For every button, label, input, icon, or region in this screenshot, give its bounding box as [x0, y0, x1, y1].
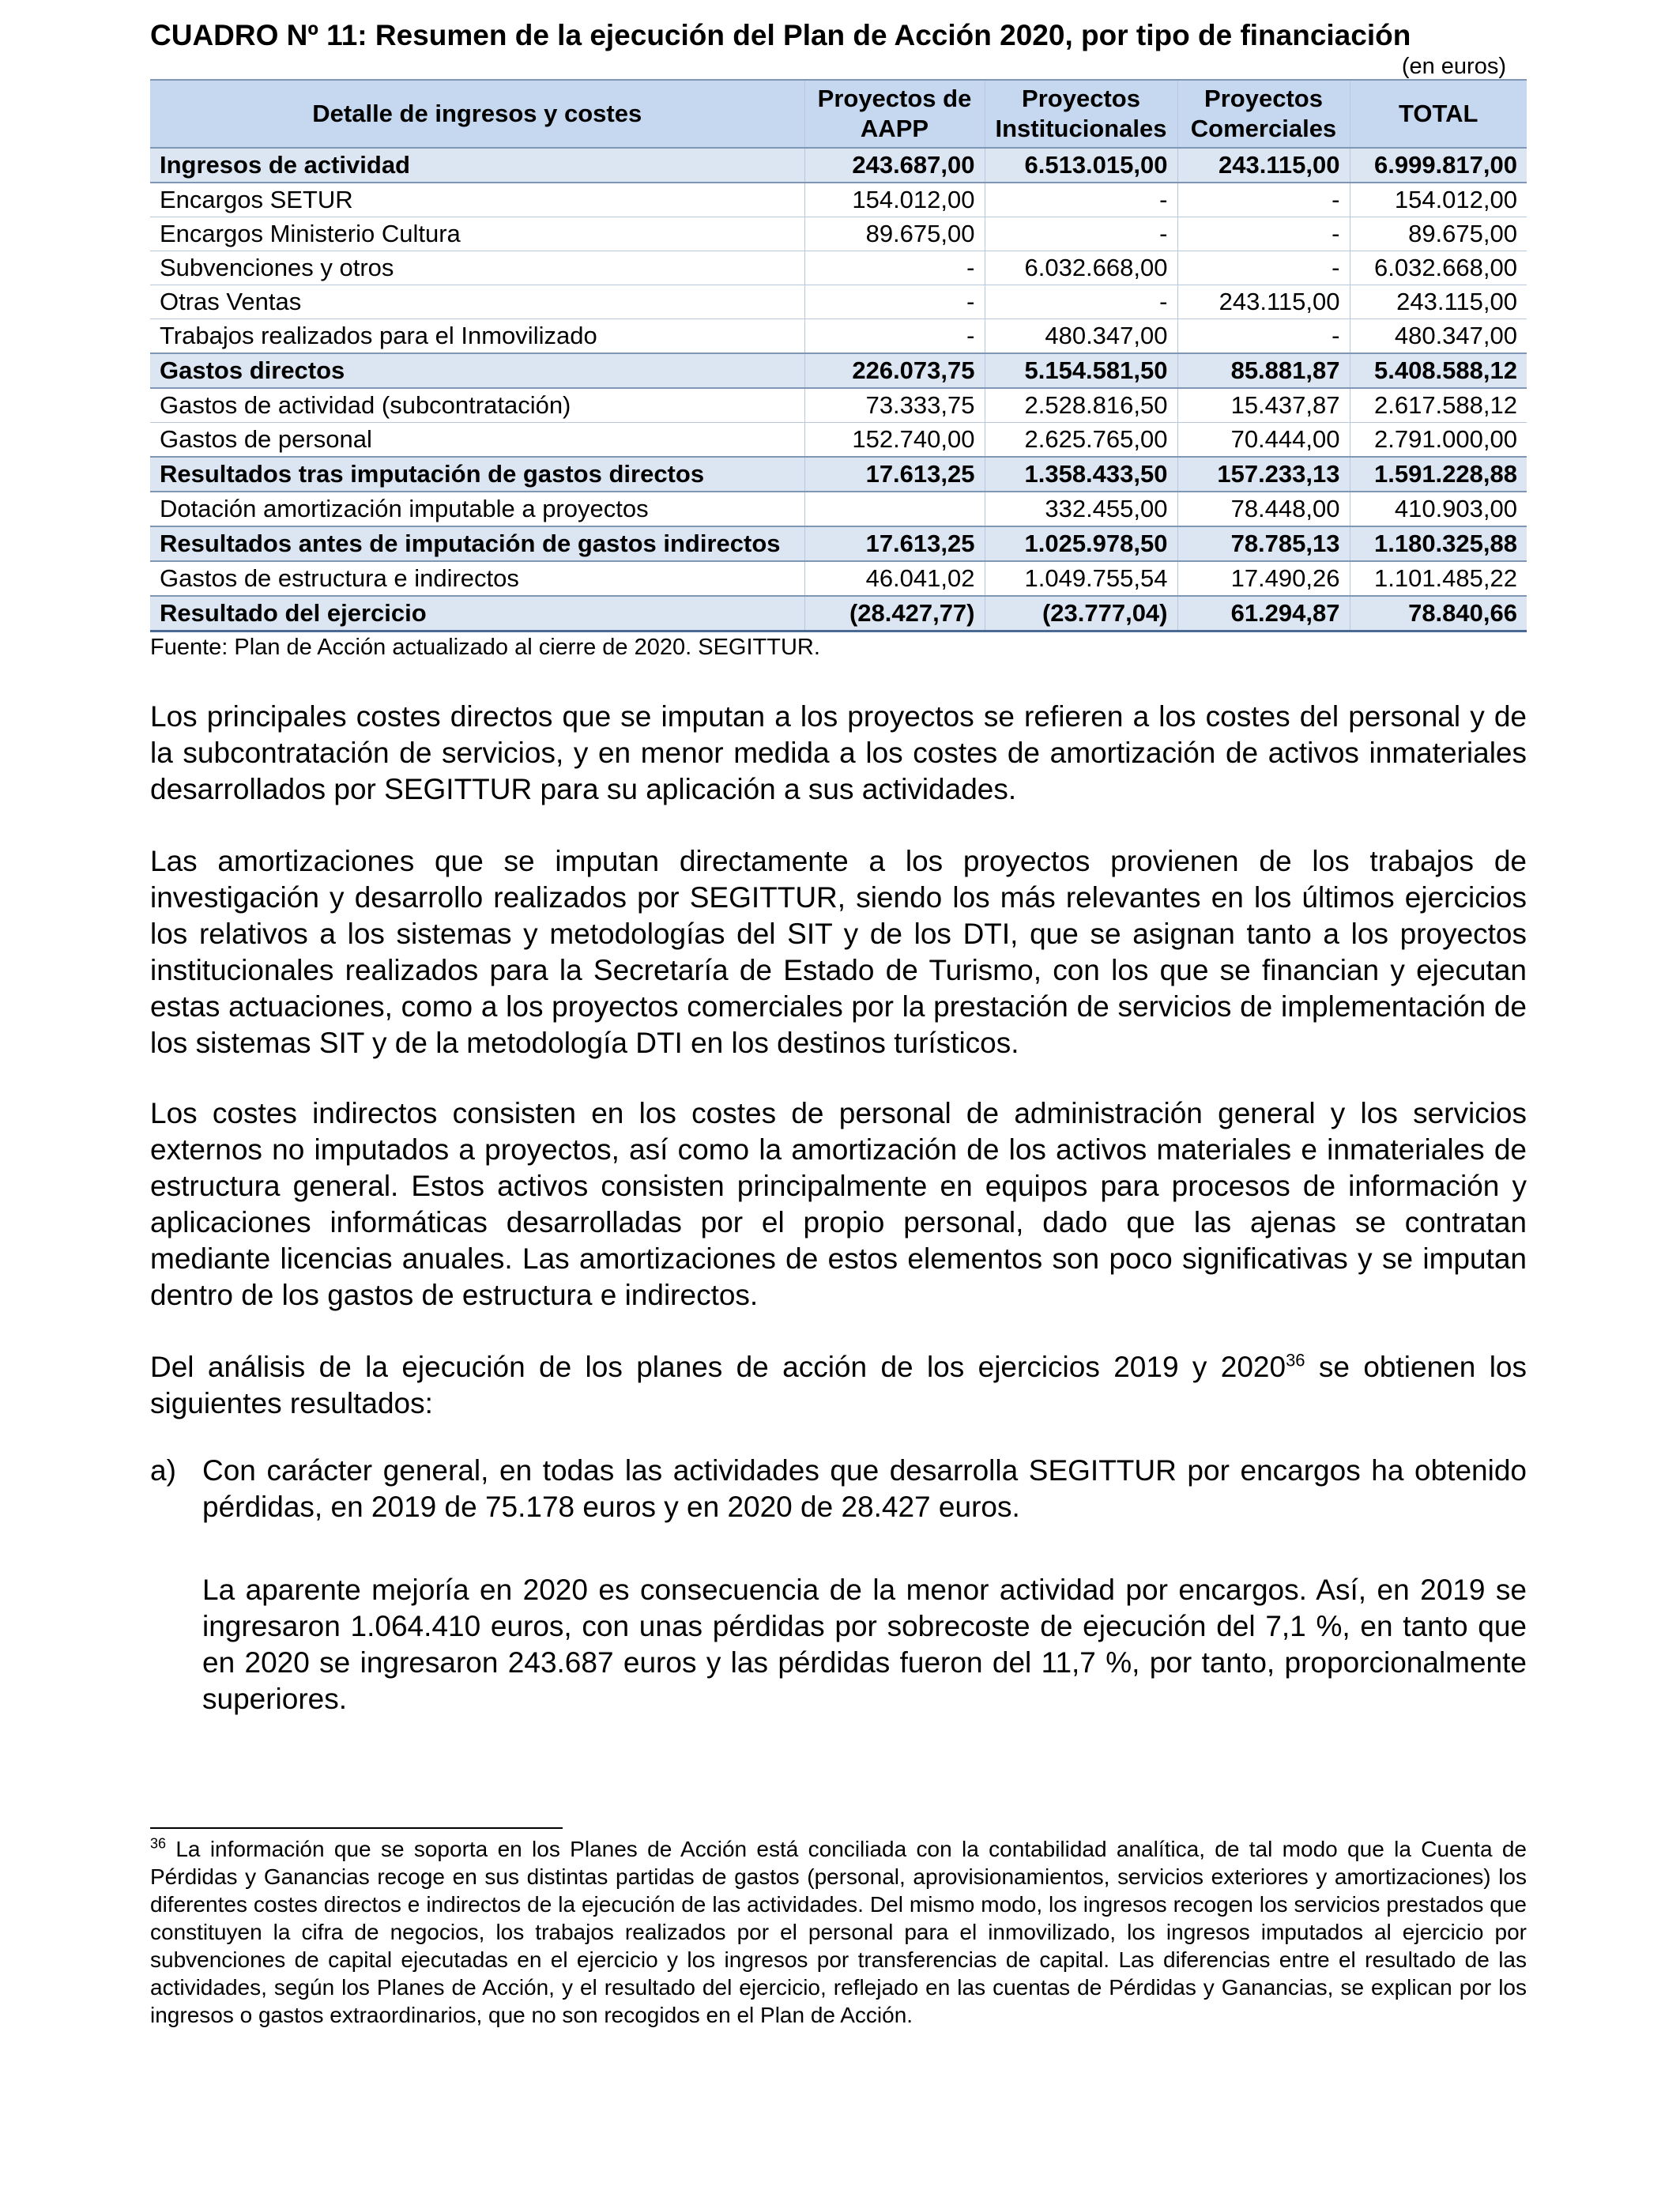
- footnote-reference[interactable]: 36: [1286, 1350, 1305, 1370]
- footnote-text: La información que se soporta en los Planes de Acción está conciliada con la contabilidad analítica, de tal modo que la Cuenta de Pérdidas y Ganancias recoge en sus distintas partidas de gastos (personal, aprovisionamientos, servicios exteriores y amortizaciones) los diferentes costes directos e indirectos de la ejecución de las actividades. Del mismo modo, los ingresos recogen los servicios prestados que constituyen la cifra de negocios, los trabajos realizados por el personal para el inmovilizado, los ingresos imputados al ejercicio por subvenciones de capital ejecutadas en el ejercicio y los ingresos por transferencias de capital. Las diferencias entre el resultado de las actividades, según los Planes de Acción, y el resultado del ejercicio, reflejado en las cuentas de Pérdidas y Ganancias, se explican por los ingresos o gastos extraordinarios, que no son recogidos en el Plan de Acción.: [150, 1837, 1527, 2027]
- footnote: [150, 1835, 1527, 2029]
- table-row: Encargos SETUR 154.012,00 - - 154.012,00: [150, 183, 1527, 217]
- paragraph-amortizations: Las amortizaciones que se imputan directamente a los proyectos provienen de los trabajos de investigación y desarrollo realizados por SEGITTUR, siendo los más relevantes en los últimos ejercicios los relativos a los sistemas y metodologías del SIT y de los DTI, que se asignan tanto a los proyectos institucionales realizados para la Secretaría de Estado de Turismo, con los que se financian y ejecutan estas actuaciones, como a los proyectos comerciales por la prestación de servicios de implementación de los sistemas SIT y de la metodología DTI en los destinos turísticos.: [150, 845, 1527, 1059]
- list-item-text: Con carácter general, en todas las actividades que desarrolla SEGITTUR por encargos ha obtenido pérdidas, en 2019 de 75.178 euros y en 2020 de 28.427 euros.: [202, 1454, 1527, 1523]
- footnote-separator: [150, 1827, 563, 1829]
- list-item-a: [150, 1453, 1527, 1525]
- list-marker: a): [150, 1454, 176, 1487]
- table-row: Encargos Ministerio Cultura 89.675,00 - - 89.675,00: [150, 217, 1527, 251]
- table-row: Ingresos de actividad 243.687,00 6.513.015,00 243.115,00 6.999.817,00: [150, 148, 1527, 183]
- footnote-number: 36: [150, 1835, 167, 1852]
- table-row: Subvenciones y otros - 6.032.668,00 - 6.032.668,00: [150, 251, 1527, 285]
- header-institucionales: Proyectos Institucionales: [985, 80, 1177, 148]
- table-row: Trabajos realizados para el Inmovilizado - 480.347,00 - 480.347,00: [150, 319, 1527, 354]
- table-row: Dotación amortización imputable a proyectos 332.455,00 78.448,00 410.903,00: [150, 492, 1527, 526]
- table-row: Gastos de estructura e indirectos 46.041,02 1.049.755,54 17.490,26 1.101.485,22: [150, 561, 1527, 596]
- list-item-paragraph: La aparente mejoría en 2020 es consecuencia de la menor actividad por encargos. Así, en 2019 se ingresaron 1.064.410 euros, con unas pérdidas por sobrecoste de ejecución del 7,1 %, en tanto que en 2020 se ingresaron 243.687 euros y las pérdidas fueron del 11,7 %, por tanto, proporcionalmente superiores.: [202, 1574, 1527, 1715]
- table-row: Resultado del ejercicio (28.427,77) (23.777,04) 61.294,87 78.840,66: [150, 596, 1527, 631]
- unit-note: (en euros): [1401, 54, 1506, 79]
- header-aapp: Proyectos de AAPP: [804, 80, 985, 148]
- list-item-a-continuation: [150, 1572, 1527, 1717]
- table-row: Otras Ventas - - 243.115,00 243.115,00: [150, 285, 1527, 319]
- table-row: Resultados antes de imputación de gastos indirectos 17.613,25 1.025.978,50 78.785,13 1.180.325,88: [150, 526, 1527, 561]
- paragraph-direct-costs: Los principales costes directos que se imputan a los proyectos se refieren a los costes del personal y de la subcontratación de servicios, y en menor medida a los costes de amortización de activos inmateriales desarrollados por SEGITTUR para su aplicación a sus actividades.: [150, 700, 1527, 805]
- header-total: TOTAL: [1350, 80, 1527, 148]
- document-page: [150, 17, 1527, 2027]
- paragraph-analysis-intro: Del análisis de la ejecución de los planes de acción de los ejercicios 2019 y 2020$^{36}$ se obtienen los siguientes resultados:: [150, 1350, 1527, 1419]
- table-row: Gastos de personal 152.740,00 2.625.765,00 70.444,00 2.791.000,00: [150, 423, 1527, 458]
- table-row: Gastos de actividad (subcontratación) 73.333,75 2.528.816,50 15.437,87 2.617.588,12: [150, 388, 1527, 423]
- table-header-row: [150, 80, 1527, 148]
- execution-summary-table: [150, 79, 1527, 632]
- table-title: CUADRO Nº 11: Resumen de la ejecución del Plan de Acción 2020, por tipo de financiación: [150, 19, 1411, 51]
- header-detail: Detalle de ingresos y costes: [150, 80, 804, 148]
- table-row: Resultados tras imputación de gastos directos 17.613,25 1.358.433,50 157.233,13 1.591.228,88: [150, 457, 1527, 492]
- paragraph-indirect-costs: Los costes indirectos consisten en los costes de personal de administración general y los servicios externos no imputados a proyectos, así como la amortización de los activos materiales e inmateriales de estructura general. Estos activos consisten principalmente en equipos para procesos de información y aplicaciones informáticas desarrolladas por el propio personal, dado que las ajenas se contratan mediante licencias anuales. Las amortizaciones de estos elementos son poco significativas y se imputan dentro de los gastos de estructura e indirectos.: [150, 1097, 1527, 1311]
- table-row: Gastos directos 226.073,75 5.154.581,50 85.881,87 5.408.588,12: [150, 353, 1527, 388]
- header-comerciales: Proyectos Comerciales: [1177, 80, 1350, 148]
- table-source: Fuente: Plan de Acción actualizado al cierre de 2020. SEGITTUR.: [150, 635, 820, 660]
